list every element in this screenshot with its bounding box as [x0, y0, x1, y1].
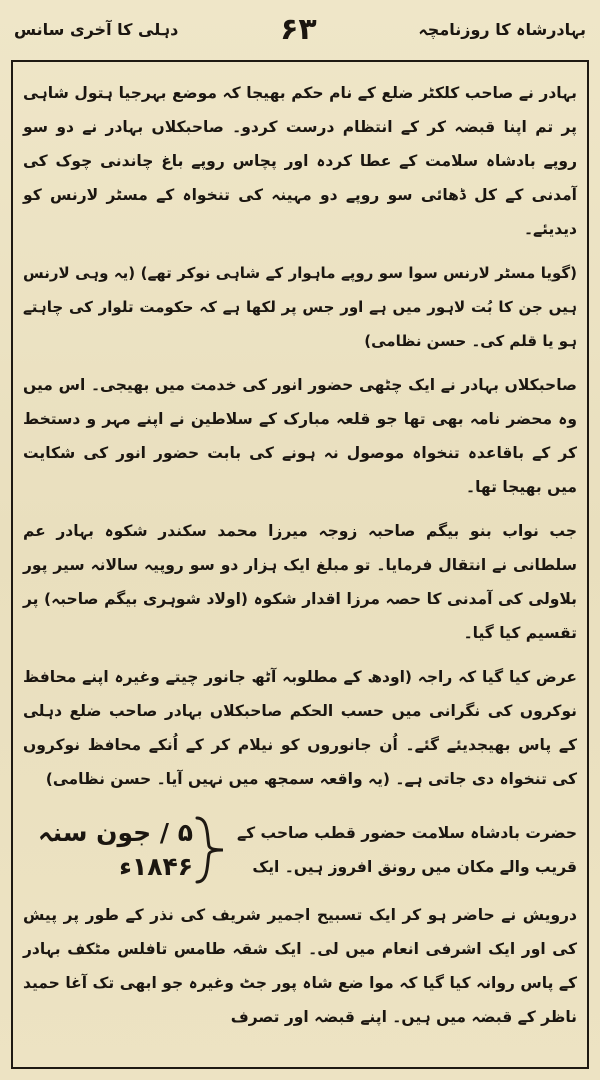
page-header — [14, 6, 586, 52]
entry-text — [227, 816, 577, 884]
curly-brace-icon — [193, 814, 227, 886]
running-title-left: دہلی کا آخری سانس — [14, 19, 179, 39]
final-paragraph: درویش نے حاضر ہو کر ایک تسبیح اجمیر شریف کی نذر کے طور پر پیش کی اور ایک اشرفی انعام میں لی۔ ایک شقہ طامس تافلس مٹکف بہادر کے پاس روانہ کیا گیا کہ موا ضع شاہ پور جٹ وغیرہ جو ابھی تک آغا حمید ناظر کے قبضہ میں ہیں۔ اپنے قبضہ اور تصرف — [23, 906, 577, 1026]
text-frame — [11, 60, 589, 1069]
paragraph-1: بہادر نے صاحب کلکٹر ضلع کے نام حکم بھیجا کہ موضع بہرجیا ہتول شاہی پر تم اپنا قبضہ کر کے انتظام درست کردو۔ صاحبکلاں بہادر نے دو سو روپے بادشاہ سلامت کے عطا کردہ اور پچاس روپے باغ چاندنی چوک کی آمدنی کے کل ڈھائی سو روپے دو مہینہ کی تنخواہ کے مسٹر لارنس کو دیدیئے۔ — [23, 84, 577, 238]
paragraph-3: صاحبکلاں بہادر نے ایک چٹھی حضور انور کی خدمت میں بھیجی۔ اس میں وہ محضر نامہ بھی تھا جو قلعہ مبارک کے سلاطین نے اپنے مہر و دستخط کر کے باقاعدہ تنخواہ موصول نہ ہونے کی بابت حضور انور کی شکایت میں بھیجا تھا۔ — [23, 376, 577, 496]
paragraph-2: (گویا مسٹر لارنس سوا سو روپے ماہوار کے شاہی نوکر تھے) (یہ وہی لارنس ہیں جن کا بُت لاہور میں ہے اور جس پر لکھا ہے کہ حکومت تلوار کی چاہتے ہو یا قلم کی۔ حسن نظامی) — [23, 264, 577, 350]
entry-line-2: قریب والے مکان میں رونق افروز ہیں۔ ایک — [252, 858, 577, 876]
running-title-right: بہادرشاہ کا روزنامچہ — [418, 19, 586, 39]
entry-line-1: حضرت بادشاہ سلامت حضور قطب صاحب کے — [236, 824, 577, 842]
paragraph-5: عرض کیا گیا کہ راجہ (اودھ کے مطلوبہ آٹھ جانور چیتے وغیرہ اپنے محافظ نوکروں کی نگرانی میں حسب الحکم صاحبکلاں بہادر صاحب ضلع دہلی کے پاس بھیجدیئے گئے۔ اُن جانوروں کو نیلام کر کے اُنکے محافظ نوکروں کی تنخواہ دی جاتی ہے۔ (یہ واقعہ سمجھ میں نہیں آیا۔ حسن نظامی) — [23, 668, 577, 788]
paragraph-4: جب نواب بنو بیگم صاحبہ زوجہ میرزا محمد سکندر شکوہ بہادر عم سلطانی نے انتقال فرمایا۔ تو مبلغ ایک ہزار دو سو روپیہ سالانہ سیر پور بلاولی کی آمدنی کا حصہ مرزا اقدار شکوہ (اولاد شوہری بیگم صاحبہ) پر تقسیم کیا گیا۔ — [23, 522, 577, 642]
diary-entry — [23, 814, 577, 886]
entry-date: ۵ / جون سنہ ۱۸۴۶ء — [38, 818, 193, 881]
page-number: ۶۳ — [280, 11, 317, 47]
